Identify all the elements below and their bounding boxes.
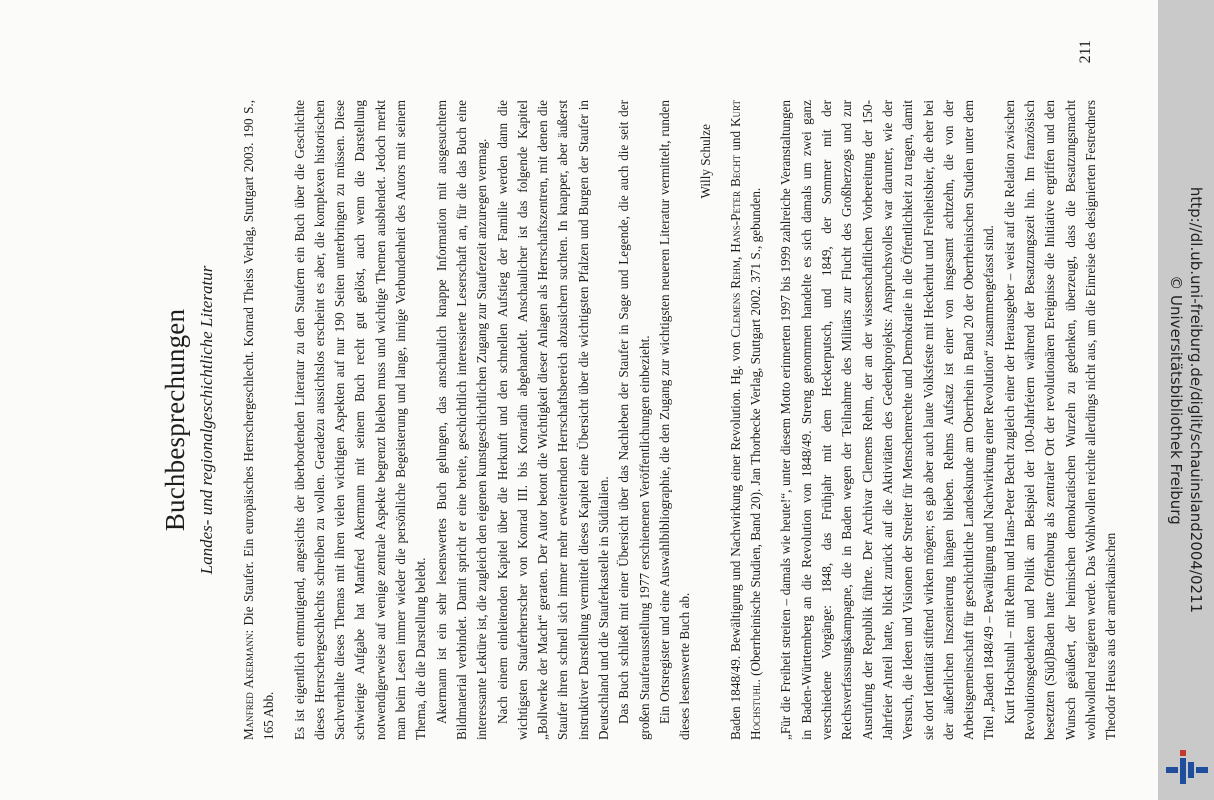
sidebar-text [1166, 10, 1206, 790]
logo-bar-left [1166, 767, 1178, 773]
review1-citation [239, 100, 280, 740]
review2-citation-a: Baden 1848/49. Bewältigung und Nachwirkung einer Revolution. Hg. von [727, 337, 743, 740]
review1-paragraph-1: Es ist eigentlich entmutigend, angesichts der überbordenden Literatur zu den Staufern ein Buch über die Geschichte dieses Herrschergeschlechts schreiben zu wollen. Geradezu aussichtslos erscheint es aber, die komplexen historischen Sachverhalte dieses Themas mit ihren vielen wichtigen Aspekten auf nur 190 Seiten unterbringen zu müssen. Diese schwierige Aufgabe hat Manfred Akermann mit seinem Buch recht gut gelöst, auch wenn die Darstellung notwendigerweise auf wenige zentrale Aspekte begrenzt bleiben muss und wichtige Themen ausblendet. Jedoch merkt man beim Lesen immer wieder die persönliche Begeisterung und lange, innige Verbundenheit des Autors mit seinem Thema, die die Darstellung belebt. [291, 100, 429, 740]
review2-paragraph-2: Kurt Hochstuhl – mit Rehm und Hans-Peter Becht zugleich einer der Herausgeber – weist auf die Relation zwischen Revolutionsgedenken und Politik am Beispiel der 100-Jahrfeiern während der Besatzungszeit hin. Im französisch besetzten (Süd)Baden hatte Offenburg als zentraler Ort der revolutionären Ereignisse die Initiative ergriffen und den Wunsch geäußert, der heimischen demokratischen Wurzeln zu gedenken, überzeugt, dass die Besatzungsmacht wohlwollend reagieren werde. Das Wohlwollen reichte allerdings nicht aus, um die Einreise des designierten Festredners Theodor Heuss aus der amerikanischen [1001, 100, 1119, 740]
review1-paragraph-3: Nach einem einleitenden Kapitel über die Herkunft und den schnellen Aufstieg der Familie werden dann die wichtigsten Stauferherrscher von Konrad III. bis Konradin abgehandelt. Anschaulicher ist das folgende Kapitel „Bollwerke der Macht“ geraten. Der Autor betont die Wichtigkeit dieser Anlagen als Herrschaftszentren, mit denen die Staufer ihren schnell sich immer mehr erweiternden Herrschaftsbereich abzusichern suchten. In knapper, aber äußerst instruktiver Darstellung vermittelt dieses Kapitel eine Übersicht über die wichtigsten Pfalzen und Burgen der Staufer in Deutschland und die Stauferkastelle in Süditalien. [494, 100, 612, 740]
review2-citation-c: . (Oberrheinische Studien, Band 20). Jan Thorbecke Verlag, Stuttgart 2002. 371 S., gebunden. [748, 187, 764, 683]
logo-bar-right [1188, 762, 1194, 778]
logo-bar-mid [1180, 758, 1186, 784]
library-logo-icon [1166, 750, 1210, 790]
page-body [160, 100, 1121, 740]
review1-paragraph-5: Ein Ortsregister und eine Auswahlbibliographie, die den Zugang zur wichtigsten neueren Literatur vermittelt, runden dieses lesenswerte Buch ab. [656, 100, 693, 740]
review2-editors-b: Kurt Hochstuhl [727, 99, 764, 740]
review1-paragraph-4: Das Buch schließt mit einer Übersicht über das Nachleben der Staufer in Sage und Legende, die auch die seit der großen Stauferausstellung 1977 erschienenen Veröffentlichungen einbezieht. [616, 100, 652, 740]
review1-signature: Willy Schulze [697, 124, 713, 199]
library-sidebar [1158, 0, 1214, 800]
source-url-link[interactable]: http://dl.ub.uni-freiburg.de/diglit/schauinsland2004/0211 [1187, 186, 1205, 614]
review2-paragraph-1: „Für die Freiheit streiten – damals wie heute!“, unter diesem Motto erinnerten 1997 bis 1999 zahlreiche Veranstaltungen in Baden-Württemberg an die Revolution von 1848/49. Streng genommen handelte es sich damals um zwei ganz verschiedene Vorgänge: 1848, das Frühjahr mit dem Heckerputsch, und 1849, der Sommer mit der Reichsverfassungskampagne, die in Baden wegen der Teilnahme des Militärs zur Flucht des Großherzogs und zur Ausrufung der Republik führte. Der Archivar Clemens Rehm, der an der wissenschaftlichen Vorbereitung der 150-Jahrfeier Anteil hatte, blickt zurück auf die Aktivitäten des Gedenkprojekts: Anspruchsvolles war darunter, wie der Versuch, die Ideen und Visionen der Streiter für Menschenrechte und Demokratie in die Öffentlichkeit zu tragen, damit sie dort Identität stiftend wirken mögen; es gab aber auch laute Volksfeste mit Heckerhut und Freiheitsbier, die eher bei der äußerlichen Inszenierung hängen blieben. Rehms Aufsatz ist einer von insgesamt achtzehn, die von der Arbeitsgemeinschaft für geschichtliche Landeskunde am Oberrhein in Band 20 der Oberrheinischen Studien unter dem Titel „Baden 1848/49 – Bewältigung und Nachwirkung einer Revolution“ zusammengefasst sind. [778, 100, 997, 740]
review2-citation [726, 100, 767, 740]
review2-editors-a: Clemens Rehm, Hans-Peter Becht [727, 154, 743, 338]
page-heading: Buchbesprechungen [160, 308, 190, 532]
copyright-notice: © Universitätsbibliothek Freiburg [1167, 275, 1185, 525]
logo-accent [1180, 750, 1186, 756]
logo-bar-far [1196, 767, 1208, 773]
review1-citation-text: : Die Staufer. Ein europäisches Herrschergeschlecht. Konrad Theiss Verlag, Stuttgart 2003. 190 S., 165 Abb. [241, 100, 277, 740]
review1-author: Manfred Akermann [241, 633, 256, 740]
review1-paragraph-2: Akermann ist ein sehr lesenswertes Buch gelungen, das anschaulich knappe Information mit ausgesuchtem Bildmaterial verbindet. Damit spricht er eine breite, geschichtlich interessierte Leserschaft an, für die das Buch eine interessante Lektüre ist, die zugleich den eigenen kunstgeschichtlichen Zugang zur Stauferzeit anzuregen vermag. [433, 100, 490, 740]
page-number: 211 [1077, 40, 1094, 64]
review2-citation-b: und [727, 126, 743, 155]
page-subheading: Landes- und regionalgeschichtliche Literatur [197, 265, 216, 575]
